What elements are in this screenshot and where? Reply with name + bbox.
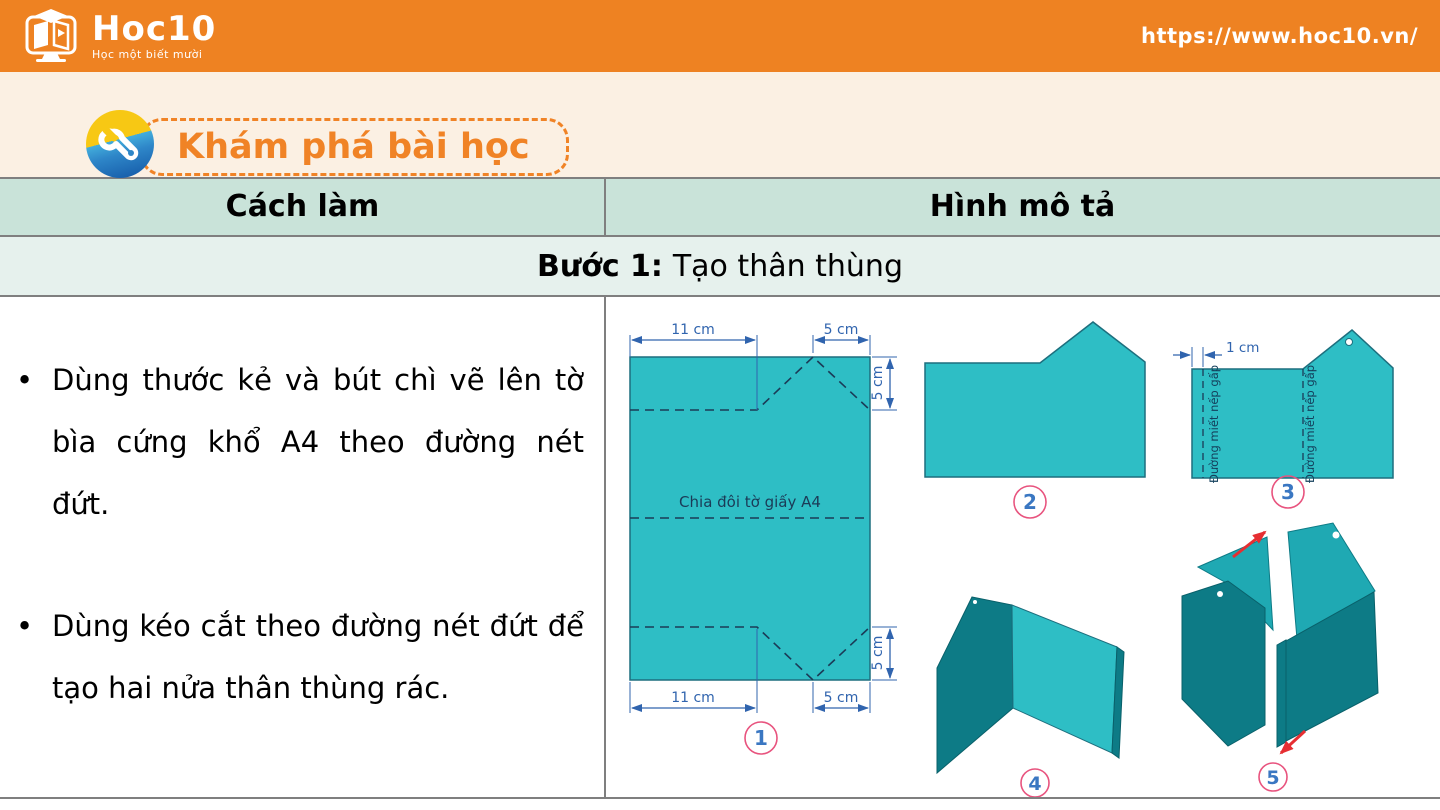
fig2-number: 2 [1023, 490, 1037, 514]
instruction-item-2 [16, 595, 584, 719]
fig1-dim-11cm-bottom: 11 cm [671, 690, 715, 706]
fig5-number: 5 [1266, 767, 1280, 789]
fig3-number: 3 [1281, 480, 1295, 504]
hoc10-logo[interactable] [22, 7, 216, 65]
instruction-text-2: Dùng kéo cắt theo đường nét đứt để tạo hai nửa thân thùng rác. [52, 609, 584, 705]
fig5-number-badge [1259, 763, 1287, 791]
fig3-fold-lines-diagram [1173, 330, 1393, 508]
diagram-svg [605, 295, 1440, 798]
top-header-bar [0, 0, 1440, 72]
step-1-label: Bước 1: [537, 248, 663, 284]
fig1-dim-5cm-right-bottom: 5 cm [870, 635, 886, 671]
section-band [0, 72, 1440, 177]
column-divider-header [604, 177, 606, 235]
table-border-header [0, 235, 1440, 237]
fig4-number: 4 [1028, 773, 1042, 795]
column-header-cach-lam: Cách làm [0, 177, 605, 235]
fig1-dim-5cm-right-top: 5 cm [870, 365, 886, 401]
step-1-title: Tạo thân thùng [672, 248, 903, 284]
fig1-number: 1 [754, 726, 768, 750]
instruction-item-1 [16, 349, 584, 535]
bullet-marker: • [16, 363, 34, 397]
fig4-number-badge [1021, 769, 1049, 797]
fig1-dim-11cm-top: 11 cm [671, 322, 715, 338]
diagram-cell [605, 295, 1440, 798]
step-1-row [0, 237, 1440, 295]
instruction-text-1: Dùng thước kẻ và bút chì vẽ lên tờ bìa cứng khổ A4 theo đường nét đứt. [52, 363, 584, 521]
wrench-icon [86, 110, 154, 178]
section-title: Khám phá bài học [177, 127, 530, 167]
fig5-assembly-diagram [1182, 523, 1378, 791]
fig2-cut-half-diagram [925, 322, 1145, 518]
table-border-step [0, 295, 1440, 297]
logo-title: Hoc10 [92, 8, 217, 49]
fig4-folded-half-diagram [937, 597, 1124, 797]
fig1-flat-sheet-diagram [630, 322, 897, 754]
fig1-number-badge [745, 722, 777, 754]
fig3-fold-label-left: Đường miết nếp gấp [1207, 364, 1221, 484]
fig1-center-label: Chia đôi tờ giấy A4 [679, 493, 821, 511]
column-divider-body [604, 295, 606, 797]
bullet-marker: • [16, 609, 34, 643]
site-url[interactable]: https://www.hoc10.vn/ [1141, 24, 1418, 48]
table-border-top [0, 177, 1440, 179]
logo-tagline: Học một biết mười [92, 47, 203, 61]
fig3-number-badge [1272, 476, 1304, 508]
fig1-dim-5cm-top: 5 cm [823, 322, 859, 338]
fig2-number-badge [1014, 486, 1046, 518]
fig3-fold-label-right: Đường miết nếp gấp [1303, 364, 1317, 484]
hoc10-logo-icon [22, 7, 80, 65]
fig1-dim-5cm-bottom: 5 cm [823, 690, 859, 706]
fig3-dim-1cm: 1 cm [1226, 340, 1260, 356]
section-title-badge [140, 118, 569, 176]
table-border-bottom [0, 797, 1440, 799]
instructions-cell [0, 297, 604, 797]
column-header-hinh-mo-ta: Hình mô tả [605, 177, 1440, 235]
